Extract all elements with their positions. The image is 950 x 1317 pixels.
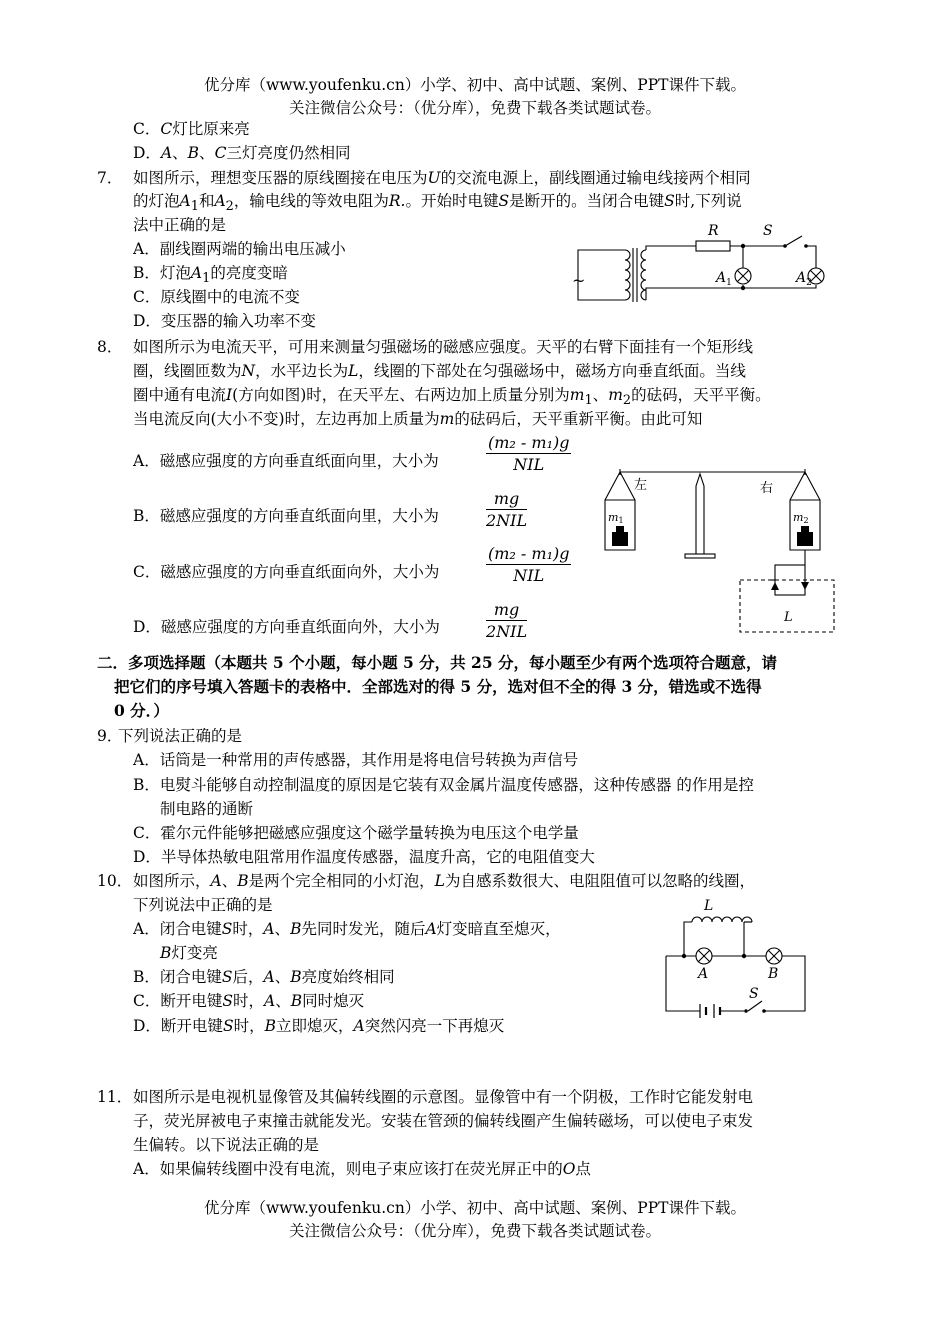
q11-stem-line1: 如图所示是电视机显像管及其偏转线圈的示意图。显像管中有一个阴极，工作时它能发射电 (133, 1088, 754, 1106)
q11-number: 11． (97, 1088, 133, 1106)
q7-stem-line3: 法中正确的是 (133, 216, 227, 234)
page-footer-line2: 关注微信公众号：（优分库），免费下载各类试题试卷。 (288, 1222, 661, 1240)
q8-fig-label-left: 左 (634, 478, 648, 493)
q7-stem-line1: 如图所示，理想变压器的原线圈接在电压为U的交流电源上，副线圈通过输电线接两个相同 (133, 169, 751, 187)
q11-option-a: A．如果偏转线圈中没有电流，则电子束应该打在荧光屏正中的O点 (133, 1160, 591, 1178)
q8-number: 8． (97, 338, 123, 356)
q8-stem-line3: 圈中通有电流I(方向如图)时，在天平左、右两边加上质量分别为$m_1$、$m_2$的砝码，天平平衡。 (133, 386, 771, 409)
q8-fraction-d: mg 2NIL (486, 600, 528, 641)
page-header-line2: 关注微信公众号：（优分库），免费下载各类试题试卷。 (288, 99, 661, 117)
q8-stem-line2: 圈，线圈匝数为N，水平边长为L，线圈的下部处在匀强磁场中，磁场方向垂直纸面。当线 (133, 362, 746, 380)
q10-fig-label-l: L (704, 898, 714, 914)
q8-option-a: A．磁感应强度的方向垂直纸面向里，大小为 (133, 452, 439, 470)
q11-stem-line3: 生偏转。以下说法正确的是 (133, 1136, 320, 1154)
q9-option-b-line2: 制电路的通断 (160, 800, 254, 818)
q10-option-a-line1: A．闭合电键S时，A、B先同时发光，随后A灯变暗直至熄灭， (133, 920, 561, 938)
q8-current-balance-diagram (600, 462, 840, 638)
q10-fig-label-a: A (698, 966, 709, 982)
q7-number: 7． (97, 169, 123, 187)
q8-option-d: D．磁感应强度的方向垂直纸面向外，大小为 (133, 618, 440, 636)
q6-option-c: C．C灯比原来亮 (133, 120, 250, 138)
q7-fig-label-a2: $A_2$ (796, 270, 812, 288)
q8-option-b: B．磁感应强度的方向垂直纸面向里，大小为 (133, 507, 439, 525)
q10-option-b: B．闭合电键S后，A、B亮度始终相同 (133, 968, 395, 986)
q8-option-c: C．磁感应强度的方向垂直纸面向外，大小为 (133, 563, 440, 581)
q10-fig-label-b: B (768, 966, 779, 982)
q11-stem-line2: 子，荧光屏被电子束撞击就能发光。安装在管颈的偏转线圈产生偏转磁场，可以使电子束发 (133, 1112, 754, 1130)
q9-option-c: C．霍尔元件能够把磁感应强度这个磁学量转换为电压这个电学量 (133, 824, 579, 842)
q10-option-c: C．断开电键S时，A、B同时熄灭 (133, 992, 365, 1010)
q8-fig-label-right: 右 (760, 481, 774, 496)
q8-fig-label-m2: m2 (793, 511, 809, 525)
q9-stem: 下列说法正确的是 (118, 727, 243, 745)
section2-heading-line1: 二．多项选择题（本题共 5 个小题，每小题 5 分，共 25 分，每小题至少有两个选项符合题意，请 (97, 653, 778, 672)
q10-self-inductance-diagram (660, 898, 810, 1022)
q8-fraction-a: (m₂ - m₁)g NIL (488, 433, 570, 474)
q7-option-d: D．变压器的输入功率不变 (133, 312, 316, 330)
q7-option-c: C．原线圈中的电流不变 (133, 288, 300, 306)
q9-number: 9． (97, 727, 123, 745)
q7-transformer-diagram (570, 218, 840, 318)
q10-option-d: D．断开电键S时，B立即熄灭，A突然闪亮一下再熄灭 (133, 1017, 505, 1035)
q7-ac-source-symbol: ~ (572, 271, 586, 290)
q8-stem-line4: 当电流反向(大小不变)时，左边再加上质量为m的砝码后，天平重新平衡。由此可知 (133, 410, 703, 428)
q8-stem-line1: 如图所示为电流天平，可用来测量匀强磁场的磁感应强度。天平的右臂下面挂有一个矩形线 (133, 338, 754, 356)
q10-number: 10． (97, 872, 133, 890)
q8-fraction-c: (m₂ - m₁)g NIL (488, 544, 570, 585)
q7-fig-label-a1: $A_1$ (716, 270, 732, 288)
page-footer-line1: 优分库（www.youfenku.cn）小学、初中、高中试题、案例、PPT课件下载。 (203, 1199, 747, 1217)
q7-stem-line2: 的灯泡$A_1$和$A_2$，输电线的等效电阻为R.。开始时电键S是断开的。当闭合电键S时,下列说 (133, 192, 742, 215)
q8-fraction-b: mg 2NIL (486, 489, 528, 530)
q9-option-b-line1: B．电熨斗能够自动控制温度的原因是它装有双金属片温度传感器，这种传感器 的作用是控 (133, 776, 754, 794)
q7-option-b: B．灯泡$A_1$的亮度变暗 (133, 264, 288, 287)
section2-heading-line3: 0 分．） (114, 701, 169, 720)
q10-fig-label-s: S (749, 986, 759, 1002)
q7-fig-label-s: S (763, 223, 773, 239)
q7-fig-label-r: R (708, 223, 719, 239)
q10-option-a-line2: B灯变亮 (160, 944, 218, 962)
q8-fig-label-l: L (784, 610, 793, 625)
q9-option-d: D．半导体热敏电阻常用作温度传感器，温度升高，它的电阻值变大 (133, 848, 595, 866)
q7-option-a: A．副线圈两端的输出电压减小 (133, 240, 346, 258)
q9-option-a: A．话筒是一种常用的声传感器，其作用是将电信号转换为声信号 (133, 751, 579, 769)
q8-fig-label-m1: m1 (608, 511, 624, 525)
page-header-line1: 优分库（www.youfenku.cn）小学、初中、高中试题、案例、PPT课件下载。 (203, 76, 747, 94)
q10-stem-line1: 如图所示，A、B是两个完全相同的小灯泡，L为自感系数很大、电阻阻值可以忽略的线圈， (133, 872, 755, 890)
q6-option-d: D．A、B、C三灯亮度仍然相同 (133, 144, 351, 162)
section2-heading-line2: 把它们的序号填入答题卡的表格中．全部选对的得 5 分，选对但不全的得 3 分，错选或不选得 (114, 677, 762, 696)
q10-stem-line2: 下列说法中正确的是 (133, 896, 273, 914)
